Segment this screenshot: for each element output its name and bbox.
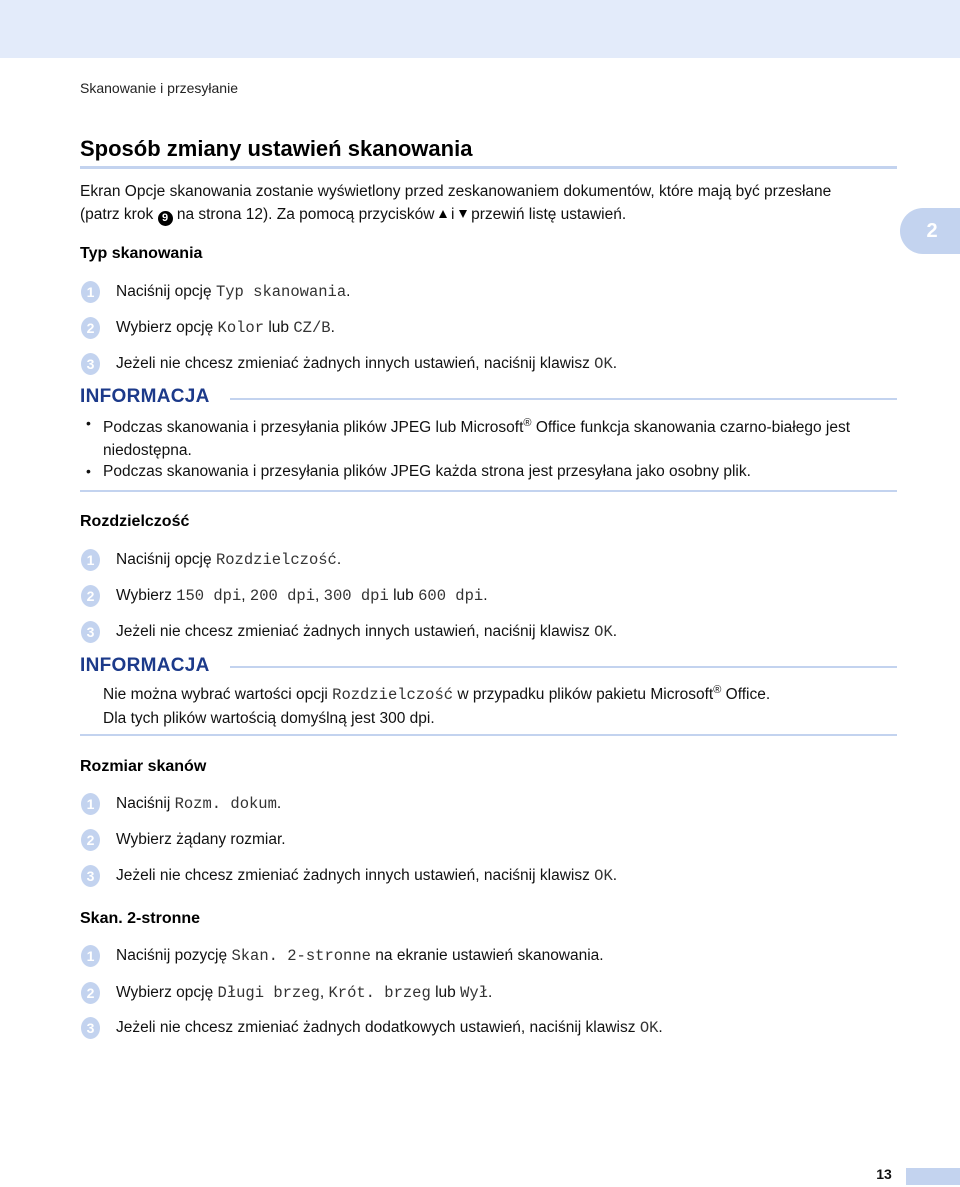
- resolution-step-2: 2 Wybierz 150 dpi, 200 dpi, 300 dpi lub 600 dpi.: [80, 584, 910, 608]
- option-bw: CZ/B: [293, 319, 331, 337]
- step-number-icon: 3: [80, 864, 101, 888]
- option-resolution: Rozdzielczość: [215, 551, 337, 569]
- resolution-step-1: 1 Naciśnij opcję Rozdzielczość.: [80, 548, 910, 572]
- down-arrow-icon: [459, 210, 467, 218]
- intro-text-d: przewiń listę ustawień.: [466, 206, 627, 223]
- step-number-icon: 1: [80, 944, 101, 968]
- option-scan-type: Typ skanowania: [215, 283, 347, 301]
- chapter-tab: 2: [900, 208, 960, 254]
- scan-type-step-1: 1 Naciśnij opcję Typ skanowania.: [80, 280, 910, 304]
- note-bullet: • Podczas skanowania i przesyłania plików JPEG każda strona jest przesyłana jako osobny plik.: [86, 463, 751, 480]
- step-number-icon: 2: [80, 981, 101, 1005]
- page-title: Sposób zmiany ustawień skanowania: [80, 136, 473, 161]
- note-rule: [230, 398, 897, 400]
- option-long-edge: Długi brzeg: [217, 984, 320, 1002]
- option-300dpi: 300 dpi: [323, 587, 389, 605]
- option-short-edge: Krót. brzeg: [328, 984, 431, 1002]
- step-number-icon: 3: [80, 352, 101, 376]
- intro-text-b: na strona 12). Za pomocą przycisków: [172, 206, 439, 223]
- intro-text-c: i: [446, 206, 459, 223]
- resolution-step-3: 3 Jeżeli nie chcesz zmieniać żadnych innych ustawień, naciśnij klawisz OK.: [80, 620, 910, 644]
- scan-type-step-2: 2 Wybierz opcję Kolor lub CZ/B.: [80, 316, 910, 340]
- scan-size-step-3: 3 Jeżeli nie chcesz zmieniać żadnych innych ustawień, naciśnij klawisz OK.: [80, 864, 910, 888]
- key-ok: OK: [594, 623, 613, 641]
- option-doc-size: Rozm. dokum: [174, 795, 277, 813]
- key-ok: OK: [639, 1019, 659, 1037]
- note-text: Nie można wybrać wartości opcji Rozdzielczość w przypadku plików pakietu Microsoft® Office. Dla tych plików wartością domyślną jest 300 dpi.: [103, 684, 771, 728]
- step-ref-badge[interactable]: 9: [158, 211, 173, 226]
- note-title: INFORMACJA: [80, 386, 210, 407]
- option-duplex: Skan. 2-stronne: [231, 947, 371, 965]
- heading-scan-type: Typ skanowania: [80, 245, 203, 262]
- option-200dpi: 200 dpi: [249, 587, 316, 605]
- duplex-step-3: 3 Jeżeli nie chcesz zmieniać żadnych dodatkowych ustawień, naciśnij klawisz OK.: [80, 1016, 910, 1040]
- heading-resolution: Rozdzielczość: [80, 513, 190, 530]
- note-rule: [230, 666, 897, 668]
- note-end-rule: [80, 734, 897, 736]
- header-band: [0, 0, 960, 58]
- step-number-icon: 3: [80, 1016, 101, 1040]
- option-150dpi: 150 dpi: [176, 587, 242, 605]
- step-number-icon: 2: [80, 828, 101, 852]
- running-title: Skanowanie i przesyłanie: [80, 80, 238, 96]
- note-title: INFORMACJA: [80, 655, 210, 676]
- step-number-icon: 1: [80, 280, 101, 304]
- page-number-bar: [906, 1168, 960, 1185]
- option-off: Wył: [460, 984, 489, 1002]
- heading-scan-size: Rozmiar skanów: [80, 758, 207, 775]
- step-number-icon: 1: [80, 792, 101, 816]
- scan-size-step-2: 2 Wybierz żądany rozmiar.: [80, 828, 910, 852]
- intro-paragraph: [80, 180, 900, 226]
- key-ok: OK: [594, 867, 613, 885]
- heading-duplex: Skan. 2-stronne: [80, 910, 201, 927]
- step-number-icon: 3: [80, 620, 101, 644]
- title-rule: [80, 166, 897, 169]
- intro-text-a: (patrz krok: [80, 206, 158, 223]
- note-bullet: • Podczas skanowania i przesyłania plików JPEG lub Microsoft® Office funkcja skanowania czarno-białego jest niedostępna.: [86, 415, 851, 460]
- step-number-icon: 1: [80, 548, 101, 572]
- option-color: Kolor: [217, 319, 265, 337]
- scan-size-step-1: 1 Naciśnij Rozm. dokum.: [80, 792, 910, 816]
- page-number: 13: [876, 1166, 892, 1182]
- scan-type-step-3: 3 Jeżeli nie chcesz zmieniać żadnych innych ustawień, naciśnij klawisz OK.: [80, 352, 910, 376]
- step-number-icon: 2: [80, 316, 101, 340]
- intro-line-1: Ekran Opcje skanowania zostanie wyświetlony przed zeskanowaniem dokumentów, które mają być przesłane: [80, 183, 832, 200]
- key-ok: OK: [594, 355, 613, 373]
- step-number-icon: 2: [80, 584, 101, 608]
- option-resolution: Rozdzielczość: [332, 686, 454, 705]
- note-end-rule: [80, 490, 897, 492]
- up-arrow-icon: [439, 210, 447, 218]
- duplex-step-2: 2 Wybierz opcję Długi brzeg, Krót. brzeg lub Wył.: [80, 981, 910, 1005]
- option-600dpi: 600 dpi: [418, 587, 484, 605]
- duplex-step-1: 1 Naciśnij pozycję Skan. 2-stronne na ekranie ustawień skanowania.: [80, 944, 910, 968]
